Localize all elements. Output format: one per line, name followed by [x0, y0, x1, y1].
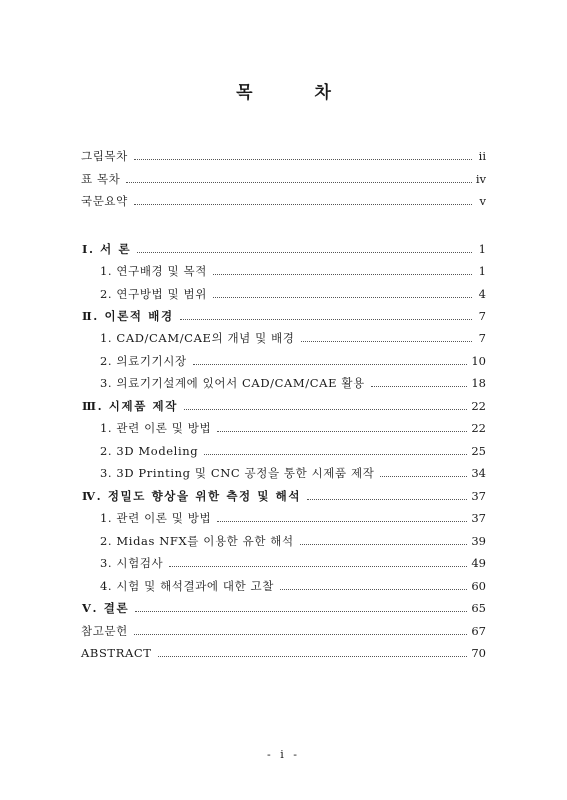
toc-entry	[100, 554, 486, 572]
toc-entry-page: 7	[478, 331, 486, 345]
page-title: 목 차	[236, 83, 359, 103]
toc-entry	[100, 464, 486, 482]
toc-entry	[82, 397, 486, 415]
toc-entry-page: 39	[471, 534, 486, 548]
dot-leader	[134, 203, 472, 205]
toc-entry	[100, 262, 486, 280]
toc-entry-page: 37	[471, 511, 486, 525]
toc-entry	[81, 170, 486, 188]
toc-entry-page: 37	[471, 489, 486, 503]
toc-entry	[100, 419, 486, 437]
toc-entry-page: 1	[478, 242, 486, 256]
toc-entry-page: 60	[471, 579, 486, 593]
dot-leader	[137, 251, 472, 253]
toc-entry-label: Ⅲ. 시제품 제작	[82, 399, 178, 413]
toc-entry-page: 22	[471, 399, 486, 413]
toc-entry-label: Ⅴ. 결론	[82, 601, 130, 615]
toc-entry	[81, 622, 486, 640]
toc-entry-label: 1. 관련 이론 및 방법	[100, 421, 212, 435]
toc-entry	[100, 532, 486, 550]
toc-entry-label: Ⅳ. 정밀도 향상을 위한 측정 및 해석	[82, 489, 302, 503]
toc-entry	[100, 577, 486, 595]
toc-entry	[100, 352, 486, 370]
toc-entry-page: 25	[471, 444, 486, 458]
toc-entry-label: 표 목차	[81, 172, 121, 186]
toc-entry	[81, 147, 486, 165]
toc-entry	[82, 599, 486, 617]
dot-leader	[204, 453, 467, 455]
toc-entry	[100, 442, 486, 460]
toc-entry-label: Ⅰ. 서 론	[82, 242, 132, 256]
toc-entry-page: v	[479, 194, 486, 208]
toc-entry-page: 70	[471, 646, 486, 660]
dot-leader	[380, 475, 467, 477]
dot-leader	[280, 588, 467, 590]
toc-entry-label: 국문요약	[81, 194, 128, 208]
toc-entry-label: 1. 연구배경 및 목적	[100, 264, 207, 278]
toc-entry-page: 7	[478, 309, 486, 323]
dot-leader	[307, 498, 467, 500]
toc-entry-label: 그림목차	[81, 149, 128, 163]
toc-entry-page: 1	[478, 264, 486, 278]
toc-entry-label: ABSTRACT	[81, 646, 152, 660]
toc-entry-label: 1. CAD/CAM/CAE의 개념 및 배경	[100, 331, 295, 345]
toc-entry-label: 2. 3D Modeling	[100, 444, 199, 458]
toc-entry-page: ii	[478, 149, 486, 163]
dot-leader	[158, 655, 468, 657]
toc-entry	[100, 374, 486, 392]
toc-entry-page: 67	[471, 624, 486, 638]
toc-entry-label: 참고문헌	[81, 624, 128, 638]
toc-entry-label: 4. 시험 및 해석결과에 대한 고찰	[100, 579, 274, 593]
dot-leader	[169, 565, 467, 567]
toc-entry-page: 34	[471, 466, 486, 480]
toc-entry-page: 65	[471, 601, 486, 615]
toc-entry-page: 22	[471, 421, 486, 435]
toc-entry	[82, 307, 486, 325]
toc-entry-label: 1. 관련 이론 및 방법	[100, 511, 212, 525]
toc-entry-label: 2. Midas NFX를 이용한 유한 해석	[100, 534, 294, 548]
dot-leader	[301, 340, 473, 342]
toc-entry-page: 18	[471, 376, 486, 390]
dot-leader	[134, 633, 468, 635]
toc-entry	[100, 329, 486, 347]
toc-entry-label: 3. 3D Printing 및 CNC 공정을 통한 시제품 제작	[100, 466, 375, 480]
toc-entry	[81, 644, 486, 662]
toc-entry-label: Ⅱ. 이론적 배경	[82, 309, 174, 323]
toc-entry-label: 2. 의료기기시장	[100, 354, 187, 368]
dot-leader	[217, 520, 467, 522]
toc-entry-page: 10	[471, 354, 486, 368]
toc-entry	[82, 240, 486, 258]
toc-entry-page: 4	[478, 287, 486, 301]
dot-leader	[134, 158, 472, 160]
toc-entry	[81, 192, 486, 210]
dot-leader	[213, 296, 472, 298]
toc-entry-label: 3. 의료기기설계에 있어서 CAD/CAM/CAE 활용	[100, 376, 365, 390]
dot-leader	[213, 273, 472, 275]
dot-leader	[217, 430, 467, 432]
toc-entry-page: ⅳ	[475, 172, 486, 186]
dot-leader	[300, 543, 468, 545]
dot-leader	[193, 363, 468, 365]
dot-leader	[180, 318, 472, 320]
toc-entry-label: 2. 연구방법 및 범위	[100, 287, 207, 301]
dot-leader	[184, 408, 467, 410]
dot-leader	[126, 181, 471, 183]
toc-entry-page: 49	[471, 556, 486, 570]
toc-entry	[100, 509, 486, 527]
toc-entry	[100, 285, 486, 303]
dot-leader	[371, 385, 468, 387]
page-number-footer: - i -	[267, 748, 300, 761]
toc-entry-label: 3. 시험검사	[100, 556, 164, 570]
toc-entry	[82, 487, 486, 505]
dot-leader	[135, 610, 467, 612]
